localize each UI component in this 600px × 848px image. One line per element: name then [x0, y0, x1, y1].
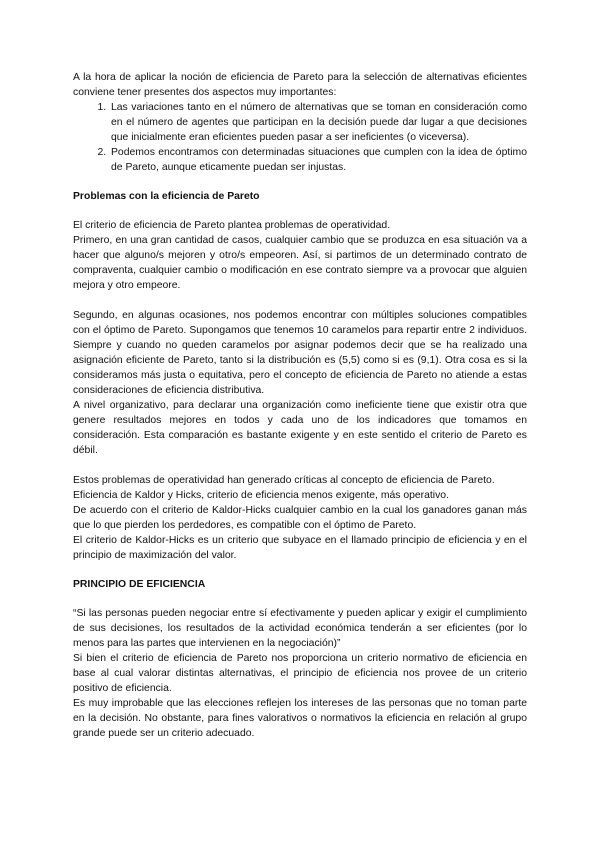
paragraph: A nivel organizativo, para declarar una organización como ineficiente tiene que existir otra que genere resultados mejores en todos y cada uno de los indicadores que tomamos en consideración. Esta comparación es bastante exigente y en este sentido el criterio de Pareto es débil.: [73, 400, 527, 456]
section-heading-problemas: Problemas con la eficiencia de Pareto: [73, 191, 260, 202]
section-heading-principio: PRINCIPIO DE EFICIENCIA: [73, 579, 206, 590]
list-item: 1. Las variaciones tanto en el número de alternativas que se toman en consideración como en el número de agentes que participan en la decisión puede dar lugar a que decisiones que inicialmente eran eficientes pueden pasar a ser ineficientes (o viceversa).: [109, 100, 527, 145]
paragraph: El criterio de eficiencia de Pareto plantea problemas de operatividad.: [73, 220, 391, 231]
paragraph: Eficiencia de Kaldor y Hicks, criterio de eficiencia menos exigente, más operativo.: [73, 490, 449, 501]
paragraph: Es muy improbable que las elecciones reflejen los intereses de las personas que no toman parte en la decisión. No obstante, para fines valorativos o normativos la eficiencia en relación al grupo grande puede ser un criterio adecuado.: [73, 698, 527, 739]
paragraph: Primero, en una gran cantidad de casos, cualquier cambio que se produzca en esa situación va a hacer que alguno/s mejoren y otro/s empeoren. Así, si partimos de un determinado contrato de compraventa, cualquier cambio o modificación en ese contrato siempre va a provocar que alguien mejora y otro empeore.: [73, 235, 527, 291]
paragraph: Segundo, en algunas ocasiones, nos podemos encontrar con múltiples soluciones compatibles con el óptimo de Pareto. Supongamos que tenemos 10 caramelos para repartir entre 2 individuos. Siempre y cuando no queden caramelos por asignar podemos decir que se ha realizado una asignación eficiente de Pareto, tanto si la distribución es (5,5) como si es (9,1). Otra cosa es si la consideramos más justa o equitativa, pero el concepto de eficiencia de Pareto no atiende a estas consideraciones de eficiencia distributiva.: [73, 310, 527, 396]
aspects-list: [73, 100, 527, 175]
paragraph: Si bien el criterio de eficiencia de Pareto nos proporciona un criterio normativo de eficiencia en base al cual valorar distintas alternativas, el principio de eficiencia nos provee de un criterio positivo de eficiencia.: [73, 653, 527, 694]
document-page: [73, 70, 527, 741]
quote-paragraph: “Si las personas pueden negociar entre sí efectivamente y pueden aplicar y exigir el cumplimiento de sus decisiones, los resultados de la actividad económica tenderán a ser eficientes (por lo menos para las partes que intervienen en la negociación)”: [73, 608, 527, 649]
paragraph: Estos problemas de operatividad han generado críticas al concepto de eficiencia de Pareto.: [73, 475, 495, 486]
intro-paragraph: A la hora de aplicar la noción de eficiencia de Pareto para la selección de alternativas eficientes conviene tener presentes dos aspectos muy importantes:: [73, 72, 527, 98]
paragraph: De acuerdo con el criterio de Kaldor-Hicks cualquier cambio en la cual los ganadores ganan más que lo que pierden los perdedores, es compatible con el óptimo de Pareto.: [73, 505, 527, 531]
list-item: 2. Podemos encontramos con determinadas situaciones que cumplen con la idea de óptimo de Pareto, aunque eticamente puedan ser injustas.: [109, 145, 527, 175]
paragraph: El criterio de Kaldor-Hicks es un criterio que subyace en el llamado principio de eficiencia y en el principio de maximización del valor.: [73, 535, 527, 561]
